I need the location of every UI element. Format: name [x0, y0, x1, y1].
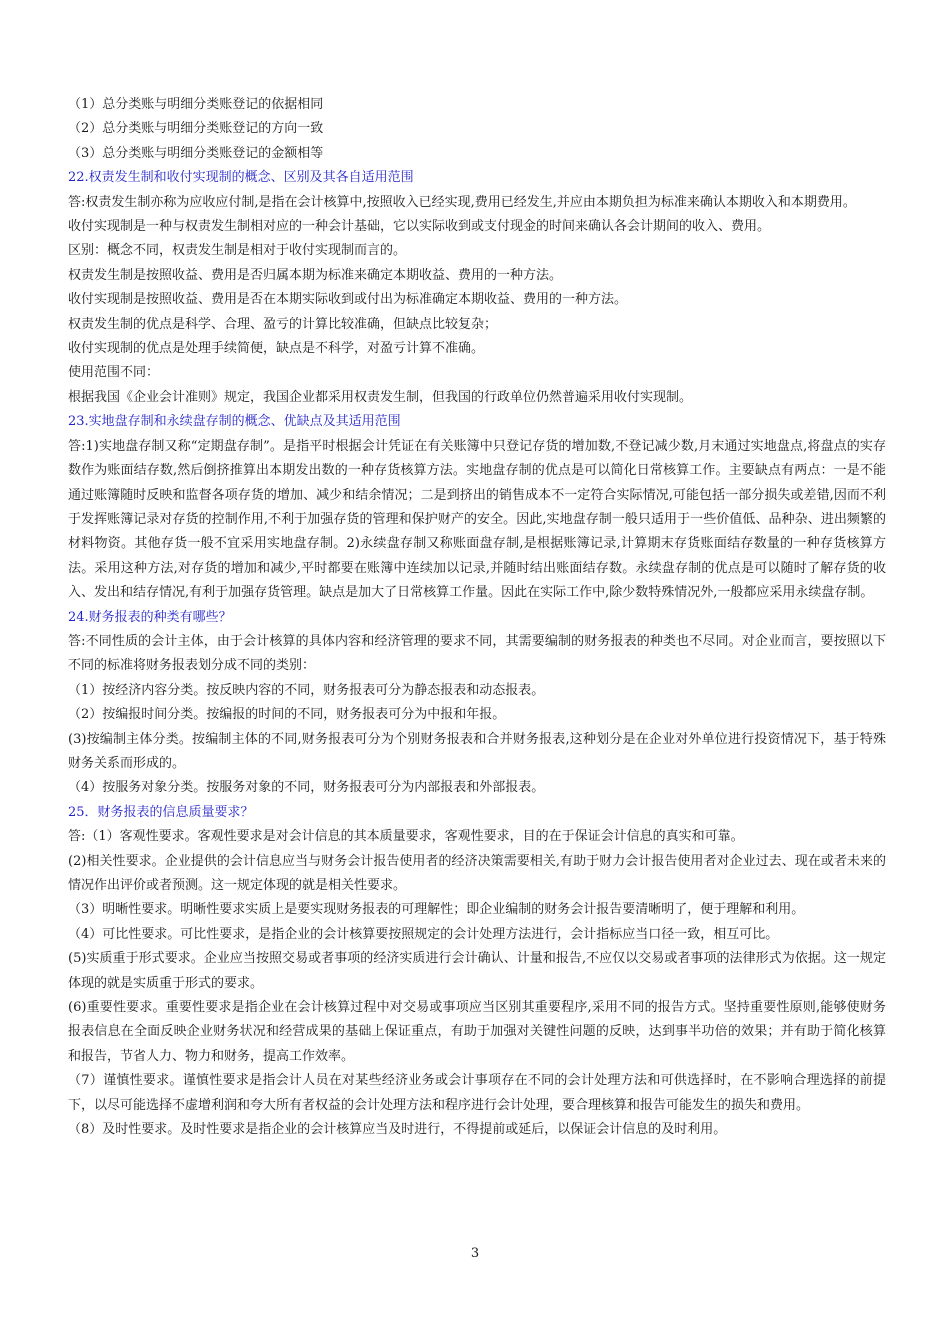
- paragraph: （8）及时性要求。及时性要求是指企业的会计核算应当及时进行，不得提前或延后，以保证会计信息的及时利用。: [68, 1122, 727, 1138]
- section-heading-23: 23.实地盘存制和永续盘存制的概念、优缺点及其适用范围: [68, 414, 401, 430]
- section-heading-25: 25．财务报表的信息质量要求？: [68, 804, 254, 820]
- paragraph: 根据我国《企业会计准则》规定，我国企业都采用权责发生制，但我国的行政单位仍然普遍采用收付实现制。: [68, 389, 693, 405]
- paragraph: 答:不同性质的会计主体，由于会计核算的具体内容和经济管理的要求不同，其需要编制的财务报表的种类也不尽同。对企业而言，要按照以下不同的标准将财务报表划分成不同的类别：: [68, 633, 886, 674]
- paragraph: （1）总分类账与明细分类账登记的依据相同: [68, 97, 324, 112]
- paragraph: 收付实现制是一种与权责发生制相对应的一种会计基础，它以实际收到或支付现金的时间来确认各会计期间的收入、费用。: [68, 219, 771, 235]
- paragraph: （3）明晰性要求。明晰性要求实质上是要实现财务报表的可理解性；即企业编制的财务会计报告要清晰明了，便于理解和利用。: [68, 902, 805, 918]
- section-heading-22: 22.权责发生制和收付实现制的概念、区别及其各自适用范围: [68, 170, 414, 186]
- paragraph: 收付实现制是按照收益、费用是否在本期实际收到或付出为标准确定本期收益、费用的一种方法。: [68, 292, 628, 308]
- paragraph: 答:权责发生制亦称为应收应付制,是指在会计核算中,按照收入已经实现,费用已经发生,并应由本期负担为标准来确认本期收入和本期费用。: [68, 194, 856, 210]
- paragraph: 收付实现制的优点是处理手续简便，缺点是不科学，对盈亏计算不准确。: [68, 341, 485, 357]
- paragraph: 答:（1）客观性要求。客观性要求是对会计信息的其本质量要求，客观性要求，目的在于保证会计信息的真实和可靠。: [68, 829, 744, 845]
- paragraph: (6)重要性要求。重要性要求是指企业在会计核算过程中对交易或事项应当区别其重要程序,采用不同的报告方式。坚持重要性原则,能够使财务报表信息在全面反映企业财务状况和经营成果的基础上保证重点，有助于加强对关键性问题的反映，达到事半功倍的效果；并有助于简化核算和报告，节省人力、物力和财务，提高工作效率。: [68, 1000, 886, 1064]
- paragraph: (5)实质重于形式要求。企业应当按照交易或者事项的经济实质进行会计确认、计量和报告,不应仅以交易或者事项的法律形式为依据。这一规定体现的就是实质重于形式的要求。: [68, 951, 886, 991]
- paragraph: 使用范围不同：: [68, 365, 160, 381]
- paragraph: 权责发生制的优点是科学、合理、盈亏的计算比较准确，但缺点比较复杂；: [68, 316, 498, 332]
- paragraph: （2）按编报时间分类。按编报的时间的不同，财务报表可分为中报和年报。: [68, 707, 506, 723]
- page-number: 3: [470, 1246, 480, 1261]
- paragraph: （3）总分类账与明细分类账登记的金额相等: [68, 145, 324, 161]
- paragraph: (3)按编制主体分类。按编制主体的不同,财务报表可分为个别财务报表和合并财务报表,这种划分是在企业对外单位进行投资情况下，基于特殊财务关系而形成的。: [68, 731, 886, 771]
- paragraph: 区别：概念不同，权责发生制是相对于收付实现制而言的。: [68, 243, 407, 259]
- paragraph: （2）总分类账与明细分类账登记的方向一致: [68, 121, 324, 137]
- paragraph: 答:1)实地盘存制又称“定期盘存制”。是指平时根据会计凭证在有关账簿中只登记存货的增加数,不登记减少数,月末通过实地盘点,将盘点的实存数作为账面结存数,然后倒挤推算出本期发出数的一种存货核算方法。实地盘存制的优点是可以简化日常核算工作。主要缺点有两点：一是不能通过账簿随时反映和监督各项存货的增加、减少和结余情况；二是到挤出的销售成本不一定符合实际情况,可能包括一部分损失或差错,因而不利于发挥账簿记录对存货的控制作用,不利于加强存货的管理和保护财产的安全。因此,实地盘存制一般只适用于一些价值低、品种杂、进出频繁的材料物资。其他存货一般不宜采用实地盘存制。2)永续盘存制又称账面盘存制,是根据账簿记录,计算期末存货账面结存数量的一种存货核算方法。采用这种方法,对存货的增加和减少,平时都要在账簿中连续加以记录,并随时结出账面结存数。永续盘存制的优点是可以随时了解存货的收入、发出和结存情况,有利于加强存货管理。缺点是加大了日常核算工作量。因此在实际工作中,除少数特殊情况外,一般都应采用永续盘存制。: [68, 438, 886, 601]
- section-heading-24: 24.财务报表的种类有哪些？: [68, 609, 232, 625]
- paragraph: 权责发生制是按照收益、费用是否归属本期为标准来确定本期收益、费用的一种方法。: [68, 267, 563, 283]
- document-body: [68, 93, 886, 1142]
- paragraph: （4）可比性要求。可比性要求，是指企业的会计核算要按照规定的会计处理方法进行，会计指标应当口径一致，相互可比。: [68, 926, 779, 942]
- paragraph: (2)相关性要求。企业提供的会计信息应当与财务会计报告使用者的经济决策需要相关,有助于财力会计报告使用者对企业过去、现在或者未来的情况作出评价或者预测。这一规定体现的就是相关性要求。: [68, 853, 886, 893]
- paragraph: （4）按服务对象分类。按服务对象的不同，财务报表可分为内部报表和外部报表。: [68, 780, 545, 796]
- paragraph: （7）谨慎性要求。谨慎性要求是指会计人员在对某些经济业务或会计事项存在不同的会计处理方法和可供选择时，在不影响合理选择的前提下，以尽可能选择不虚增利润和夸大所有者权益的会计处理方法和程序进行会计处理，要合理核算和报告可能发生的损失和费用。: [68, 1073, 886, 1113]
- paragraph: （1）按经济内容分类。按反映内容的不同，财务报表可分为静态报表和动态报表。: [68, 682, 545, 698]
